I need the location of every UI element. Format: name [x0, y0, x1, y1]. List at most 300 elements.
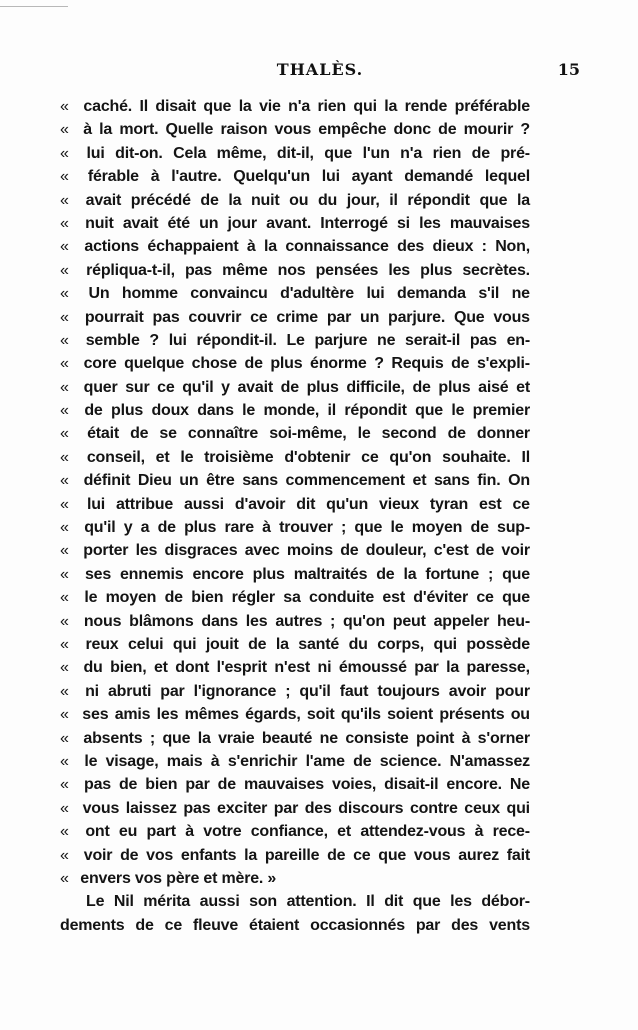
- word: ce: [250, 308, 268, 326]
- word: pas: [184, 261, 212, 279]
- quote-mark: «: [60, 472, 69, 490]
- word: point: [416, 729, 455, 747]
- word: souhaite.: [442, 448, 511, 466]
- word: a: [140, 519, 150, 537]
- word: le: [357, 425, 371, 443]
- word: troisième: [204, 448, 274, 466]
- running-title: THALÈS.: [276, 60, 364, 79]
- word: de: [438, 121, 457, 139]
- word: présents: [439, 706, 505, 724]
- word: sur: [125, 378, 150, 396]
- word: avait: [237, 378, 273, 396]
- quote-mark: «: [60, 519, 69, 537]
- word: à: [83, 121, 92, 139]
- word: définit: [83, 472, 131, 490]
- word: ou: [289, 191, 309, 209]
- word: de: [447, 425, 466, 443]
- word: On: [508, 472, 530, 490]
- word: corps,: [377, 635, 425, 653]
- quote-mark: «: [60, 776, 69, 794]
- word: science.: [379, 752, 442, 770]
- word: absents: [83, 729, 143, 747]
- word: abruti: [107, 682, 152, 700]
- word: il: [327, 402, 337, 420]
- word: y: [221, 378, 230, 396]
- word: la: [275, 635, 289, 653]
- word: de: [118, 776, 138, 794]
- word: ce: [157, 378, 175, 396]
- word: étaient: [249, 916, 300, 934]
- word: ni: [317, 659, 332, 677]
- word: pré-: [500, 144, 530, 162]
- word: que: [502, 565, 530, 583]
- word: second: [381, 425, 437, 443]
- word: ceux: [464, 799, 500, 817]
- word: vos: [146, 846, 174, 864]
- quote-mark: «: [60, 144, 69, 162]
- text-line: [60, 212, 530, 235]
- word: père: [166, 869, 200, 887]
- word: répliqua-t-il,: [86, 261, 175, 279]
- word: eu: [118, 823, 138, 841]
- paragraph-first-line: [60, 890, 530, 913]
- word: consiste: [345, 729, 409, 747]
- word: connaître: [187, 425, 259, 443]
- word: il: [389, 191, 398, 209]
- word: de: [248, 635, 267, 653]
- word: moyen: [411, 519, 463, 537]
- word: du: [83, 659, 103, 677]
- word: férable: [87, 168, 139, 186]
- word: et: [155, 448, 170, 466]
- quote-mark: «: [60, 752, 69, 770]
- word: Le: [86, 893, 105, 911]
- word: de: [200, 191, 219, 209]
- word: ?: [374, 355, 384, 373]
- word: connaissance: [285, 238, 389, 256]
- word: est: [479, 495, 502, 513]
- word: des: [451, 916, 479, 934]
- word: secrètes.: [462, 261, 530, 279]
- word: fait: [506, 846, 530, 864]
- word: avec: [244, 542, 280, 560]
- word: fleuve: [193, 916, 239, 934]
- word: ce: [361, 448, 379, 466]
- word: rende: [404, 98, 448, 115]
- word: moins: [286, 542, 333, 560]
- word: même,: [216, 144, 267, 162]
- text-line: [60, 142, 530, 165]
- word: dans: [197, 402, 234, 420]
- word: si: [396, 214, 410, 232]
- word: répondit: [344, 402, 407, 420]
- word: l'autre.: [171, 168, 222, 186]
- word: par: [415, 916, 441, 934]
- word: y: [123, 519, 133, 537]
- word: qu'il: [299, 682, 331, 700]
- word: et: [412, 472, 427, 490]
- word: Nil: [113, 893, 134, 911]
- word: ?: [149, 331, 159, 349]
- quote-mark: «: [60, 635, 69, 653]
- word: son: [249, 893, 277, 911]
- word: émoussé: [338, 659, 407, 677]
- quote-mark: «: [60, 869, 69, 887]
- word: en-: [506, 331, 530, 349]
- word: de: [340, 542, 359, 560]
- quote-mark: «: [60, 308, 69, 326]
- word: Ne: [509, 776, 530, 794]
- word: lui: [321, 168, 340, 186]
- word: ayant: [351, 168, 393, 186]
- quote-mark: «: [60, 402, 69, 420]
- word: lequel: [484, 168, 530, 186]
- word: que: [354, 519, 383, 537]
- word: mère.: [221, 869, 264, 887]
- word: de: [475, 542, 495, 560]
- word: un: [179, 472, 199, 490]
- word: donner: [476, 425, 530, 443]
- word: qui: [433, 635, 457, 653]
- word: la: [516, 191, 530, 209]
- word: Cela: [173, 144, 207, 162]
- word: laissez: [125, 799, 177, 817]
- word: commencement: [285, 472, 405, 490]
- word: à: [474, 823, 484, 841]
- word: dont: [175, 659, 210, 677]
- word: c'est: [433, 542, 469, 560]
- word: ses: [82, 706, 109, 724]
- word: lui: [86, 144, 105, 162]
- page-header: [60, 60, 580, 84]
- word: qu'ils: [340, 706, 381, 724]
- word: d'avoir: [234, 495, 286, 513]
- word: porter: [83, 542, 129, 560]
- word: pour: [495, 682, 530, 700]
- word: par: [326, 308, 352, 326]
- word: les: [156, 706, 179, 724]
- word: de: [376, 565, 395, 583]
- word: douleur,: [365, 542, 427, 560]
- word: précédé: [130, 191, 191, 209]
- word: ;: [330, 612, 336, 630]
- word: blâmons: [129, 612, 194, 630]
- word: pensées: [315, 261, 379, 279]
- word: empêche: [318, 121, 387, 139]
- word: qu'il: [84, 519, 116, 537]
- word: exciter: [217, 799, 268, 817]
- word: vos: [134, 869, 162, 887]
- word: le: [84, 752, 98, 770]
- word: un: [199, 214, 219, 232]
- word: dit-on.: [115, 144, 163, 162]
- word: Dieu: [137, 472, 172, 490]
- quote-mark: «: [60, 682, 69, 700]
- word: ou: [510, 706, 530, 724]
- word: chose: [191, 355, 237, 373]
- text-line: [60, 844, 530, 867]
- text-line: [60, 797, 530, 820]
- quote-mark: «: [60, 729, 69, 747]
- word: voies,: [332, 776, 377, 794]
- word: de: [280, 378, 299, 396]
- word: part: [146, 823, 176, 841]
- word: monde,: [263, 402, 320, 420]
- word: s'enrichir: [227, 752, 298, 770]
- word: aisé: [478, 378, 509, 396]
- text-line: [60, 703, 530, 726]
- word: ce: [476, 589, 494, 607]
- quote-mark: «: [60, 191, 69, 209]
- word: être: [206, 472, 235, 490]
- page-number: 15: [557, 60, 580, 79]
- word: demandé: [404, 168, 474, 186]
- text-line: [60, 610, 530, 633]
- word: des: [397, 238, 425, 256]
- quote-mark: «: [60, 98, 69, 115]
- text-line: [60, 306, 530, 329]
- word: vous: [413, 846, 451, 864]
- text-line: [60, 189, 530, 212]
- quote-mark: «: [60, 612, 69, 630]
- word: s'expli-: [476, 355, 530, 373]
- word: ce: [353, 846, 371, 864]
- word: votre: [203, 823, 242, 841]
- word: avait: [85, 191, 122, 209]
- word: attribue: [115, 495, 174, 513]
- text-line: [60, 376, 530, 399]
- text-line: [60, 539, 530, 562]
- word: de: [353, 752, 372, 770]
- word: ;: [341, 519, 347, 537]
- word: de: [130, 425, 149, 443]
- text-line: [60, 750, 530, 773]
- word: l'esprit: [216, 659, 267, 677]
- word: pareille: [264, 846, 320, 864]
- word: que: [415, 402, 443, 420]
- word: de: [471, 144, 490, 162]
- word: qu'on: [389, 448, 432, 466]
- word: nous: [83, 612, 122, 630]
- word: crime: [276, 308, 319, 326]
- text-line: [60, 586, 530, 609]
- word: lui: [366, 285, 385, 303]
- word: même: [222, 261, 268, 279]
- word: le: [180, 448, 194, 466]
- word: par: [273, 799, 299, 817]
- word: enfants: [180, 846, 237, 864]
- word: vous: [493, 308, 530, 326]
- word: donc: [393, 121, 431, 139]
- word: pourrait: [84, 308, 144, 326]
- word: serait-il: [405, 331, 461, 349]
- quote-mark: «: [60, 261, 69, 279]
- word: régler: [231, 589, 275, 607]
- word: la: [264, 238, 277, 256]
- word: aurez: [458, 846, 500, 864]
- word: l'un: [362, 144, 390, 162]
- word: par: [414, 659, 439, 677]
- word: s'orner: [477, 729, 530, 747]
- quote-mark: «: [60, 214, 69, 232]
- word: répondit: [407, 191, 470, 209]
- word: confiance,: [250, 823, 328, 841]
- word: quelque: [124, 355, 185, 373]
- word: à: [262, 519, 271, 537]
- word: qu'un: [326, 495, 369, 513]
- word: par: [160, 682, 185, 700]
- word: N'amassez: [449, 752, 530, 770]
- word: la: [99, 121, 113, 139]
- word: possède: [466, 635, 530, 653]
- word: autres: [275, 612, 323, 630]
- word: semble: [85, 331, 140, 349]
- word: envers: [80, 869, 131, 887]
- word: la: [197, 729, 211, 747]
- word: paresse,: [466, 659, 530, 677]
- word: que: [412, 893, 441, 911]
- word: plus: [270, 355, 303, 373]
- word: qu'il: [182, 378, 214, 396]
- word: ont: [85, 823, 110, 841]
- word: à: [461, 729, 471, 747]
- word: la: [228, 191, 242, 209]
- word: du: [348, 635, 368, 653]
- word: le: [84, 589, 98, 607]
- text-line: [60, 563, 530, 586]
- word: bien,: [110, 659, 147, 677]
- quote-mark: «: [60, 238, 69, 256]
- word: échappaient: [147, 238, 239, 256]
- word: vous: [274, 121, 312, 139]
- word: d'obtenir: [284, 448, 351, 466]
- word: plus: [438, 378, 471, 396]
- quote-mark: «: [60, 565, 69, 583]
- word: ;: [487, 565, 494, 583]
- word: de: [84, 402, 103, 420]
- word: qui: [172, 635, 197, 653]
- word: du: [317, 191, 338, 209]
- word: mourir: [463, 121, 514, 139]
- word: débor-: [481, 893, 530, 911]
- word: sans: [242, 472, 278, 490]
- text-line: [60, 680, 530, 703]
- word: Le: [286, 331, 305, 349]
- word: peut: [392, 612, 426, 630]
- word: trouver: [279, 519, 333, 537]
- word: premier: [472, 402, 530, 420]
- quote-mark: «: [60, 823, 69, 841]
- word: que: [203, 98, 232, 115]
- word: maltraités: [293, 565, 368, 583]
- text-line: [60, 282, 530, 305]
- word: vraie: [218, 729, 255, 747]
- word: ses: [84, 565, 112, 583]
- word: et: [337, 823, 351, 841]
- word: dit: [296, 495, 316, 513]
- quote-mark: «: [60, 285, 69, 303]
- word: les: [450, 893, 472, 911]
- word: visage,: [105, 752, 159, 770]
- text-line: [60, 516, 530, 539]
- word: ne: [377, 331, 396, 349]
- quote-mark: «: [60, 355, 69, 373]
- word: le: [451, 402, 465, 420]
- word: la: [446, 659, 460, 677]
- word: faut: [339, 682, 369, 700]
- word: moyen: [105, 589, 157, 607]
- word: plus: [306, 378, 339, 396]
- word: actions: [84, 238, 139, 256]
- word: le: [242, 402, 256, 420]
- word: que: [162, 729, 191, 747]
- word: vents: [489, 916, 530, 934]
- word: et: [153, 659, 168, 677]
- word: beauté: [261, 729, 313, 747]
- word: Quelle: [165, 121, 214, 139]
- word: soit: [306, 706, 335, 724]
- word: pas: [152, 308, 180, 326]
- word: de: [451, 355, 470, 373]
- word: répondit-il.: [196, 331, 277, 349]
- word: fin.: [477, 472, 501, 490]
- word: mauvaises: [449, 214, 530, 232]
- word: de: [327, 846, 346, 864]
- word: homme: [121, 285, 178, 303]
- word: aussi: [199, 893, 240, 911]
- word: que: [502, 589, 530, 607]
- word: reux: [85, 635, 119, 653]
- word: nuit: [85, 214, 114, 232]
- word: que: [378, 846, 407, 864]
- word: et: [203, 869, 218, 887]
- word: nuit: [250, 191, 280, 209]
- word: ;: [149, 729, 156, 747]
- word: ne: [319, 729, 338, 747]
- text-line: [60, 727, 530, 750]
- word: Un: [88, 285, 110, 303]
- word: ne: [511, 285, 530, 303]
- word: heu-: [496, 612, 530, 630]
- word: est: [382, 589, 405, 607]
- word: à: [246, 238, 256, 256]
- text-line: [60, 165, 530, 188]
- word: ce: [512, 495, 530, 513]
- word: disait-il: [384, 776, 439, 794]
- text-line: [60, 773, 530, 796]
- word: et: [516, 378, 530, 396]
- word: doux: [151, 402, 189, 420]
- quote-mark: «: [60, 168, 69, 186]
- word: que: [479, 191, 508, 209]
- word: conseil,: [86, 448, 145, 466]
- word: amis: [114, 706, 151, 724]
- text-line: [60, 446, 530, 469]
- word: rien: [432, 144, 462, 162]
- word: difficile,: [346, 378, 405, 396]
- word: ennemis: [119, 565, 184, 583]
- word: attention.: [286, 893, 357, 911]
- body-text: [60, 95, 530, 937]
- word: l'ignorance: [193, 682, 277, 700]
- word: rien: [317, 98, 346, 115]
- text-line: [60, 493, 530, 516]
- word: bien: [191, 589, 224, 607]
- word: Il: [139, 98, 148, 115]
- quote-mark: «: [60, 378, 69, 396]
- word: nos: [277, 261, 306, 279]
- word: qui: [506, 799, 530, 817]
